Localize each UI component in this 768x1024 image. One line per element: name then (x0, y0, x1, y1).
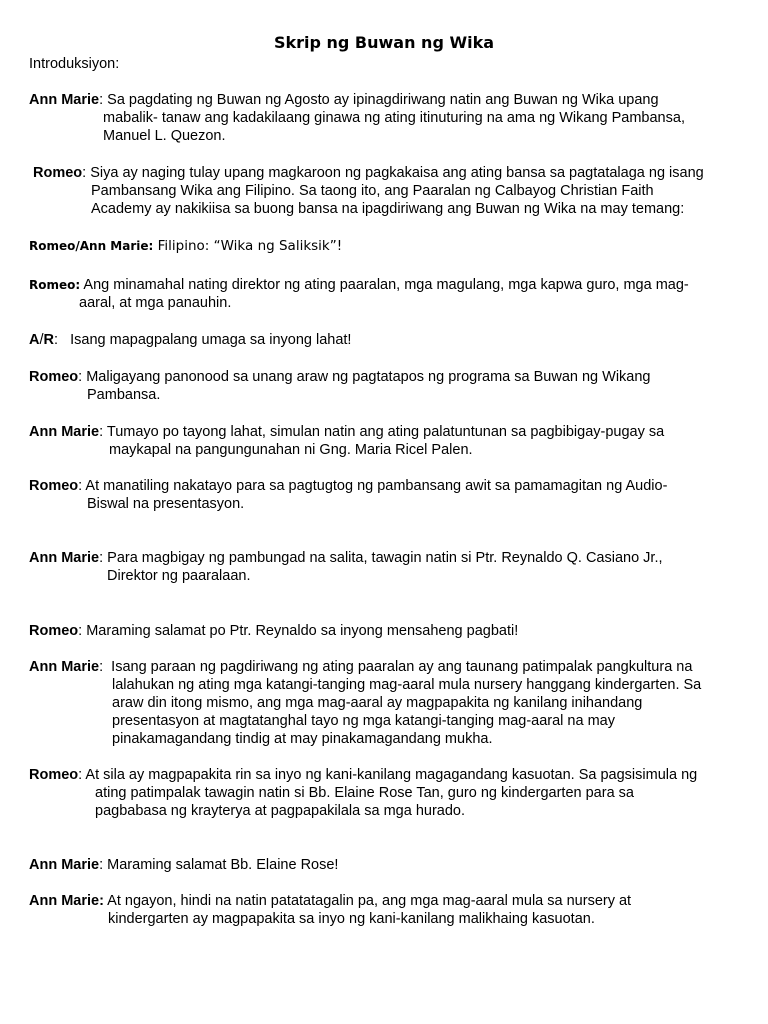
script-entry (33, 164, 743, 218)
speaker-separator: : (99, 92, 104, 108)
dialogue-line: Maraming salamat Bb. Elaine Rose! (103, 857, 339, 873)
dialogue-line: Isang mapagpalang umaga sa inyong lahat! (58, 332, 352, 348)
speaker-separator: : (75, 278, 81, 292)
speaker-name: Ann Marie (29, 857, 100, 873)
document-title: Skrip ng Buwan ng Wika (273, 33, 495, 52)
script-entry (29, 91, 739, 145)
dialogue-line: Para magbigay ng pambungad na salita, tawagin natin si Ptr. Reynaldo Q. Casiano Jr., (103, 550, 663, 566)
speaker-name: Ann Marie (29, 659, 100, 675)
dialogue-line: Biswal na presentasyon. (87, 496, 245, 512)
dialogue-line: Siya ay naging tulay upang magkaroon ng pagkakaisa ang ating bansa sa pagtatalaga ng isang (86, 165, 704, 181)
speaker-slash: / (39, 332, 44, 348)
speaker-name: Romeo (33, 165, 83, 181)
script-entry (29, 477, 739, 513)
script-entry (29, 892, 739, 928)
dialogue-line: ating patimpalak tawagin natin si Bb. Elaine Rose Tan, guro ng kindergarten para sa (95, 785, 634, 801)
dialogue-line: Academy ay nakikiisa sa buong bansa na ipagdiriwang ang Buwan ng Wika na may temang: (91, 201, 685, 217)
dialogue-line: Maraming salamat po Ptr. Reynaldo sa inyong mensaheng pagbati! (82, 623, 519, 639)
script-entry (29, 856, 739, 874)
dialogue-line: Manuel L. Quezon. (103, 128, 226, 144)
speaker-name: R (43, 332, 54, 348)
dialogue-line: mabalik- tanaw ang kadakilaang ginawa ng ating itinuturing na ama ng Wikang Pambansa, (103, 110, 685, 126)
dialogue-line: Maligayang panonood sa unang araw ng pagtatapos ng programa sa Buwan ng Wikang (82, 369, 651, 385)
script-entry (29, 331, 739, 349)
script-entry (29, 423, 739, 459)
speaker-separator: : (78, 478, 83, 494)
speaker-name: Ann Marie (29, 424, 100, 440)
speaker-name: Romeo/Ann Marie (29, 239, 149, 253)
speaker-separator: : (99, 857, 104, 873)
speaker-name: Romeo (29, 478, 79, 494)
dialogue-line: At ngayon, hindi na natin patatatagalin pa, ang mga mag-aaral mula sa nursery at (103, 893, 632, 909)
speaker-name: Ann Marie (29, 92, 100, 108)
speaker-name: Romeo (29, 623, 79, 639)
dialogue-line: Sa pagdating ng Buwan ng Agosto ay ipinagdiriwang natin ang Buwan ng Wika upang (103, 92, 659, 108)
dialogue-line: Isang paraan ng pagdiriwang ng ating paaralan ay ang taunang patimpalak pangkultura na (103, 659, 693, 675)
speaker-separator: : (82, 165, 87, 181)
speaker-name: A (29, 332, 40, 348)
script-entry (29, 276, 739, 312)
dialogue-line: pinakamagandang tindig at may pinakamagandang mukha. (112, 731, 493, 747)
speaker-separator: : (99, 659, 104, 675)
speaker-separator: : (54, 332, 59, 348)
script-entry (29, 622, 739, 640)
dialogue-line: araw din itong mismo, ang mga mag-aaral ay magpapakita ng kanilang inihandang (112, 695, 643, 711)
script-entry (29, 766, 739, 820)
dialogue-line: At manatiling nakatayo para sa pagtugtog ng pambansang awit sa pamamagitan ng Audio- (82, 478, 668, 494)
script-entry (29, 549, 739, 585)
speaker-separator: : (148, 239, 154, 253)
dialogue-line: presentasyon at magtatanghal tayo ng mga katangi-tanging mag-aaral na may (112, 713, 615, 729)
dialogue-line: Pambansang Wika ang Filipino. Sa taong ito, ang Paaralan ng Calbayog Christian Faith (91, 183, 654, 199)
speaker-name: Romeo (29, 767, 79, 783)
speaker-separator: : (99, 424, 104, 440)
speaker-separator: : (78, 623, 83, 639)
script-entry (29, 237, 739, 255)
dialogue-line: aaral, at mga panauhin. (79, 295, 232, 311)
speaker-name: Ann Marie: (29, 893, 104, 909)
dialogue-line: Ang minamahal nating direktor ng ating paaralan, mga magulang, mga kapwa guro, mga mag- (80, 277, 689, 293)
dialogue-line: lalahukan ng ating mga katangi-tanging mag-aaral mula nursery hanggang kindergarten. Sa (112, 677, 702, 693)
dialogue-line: kindergarten ay magpapakita sa inyo ng kani-kanilang malikhaing kasuotan. (108, 911, 595, 927)
speaker-name: Ann Marie (29, 550, 100, 566)
script-entry (29, 658, 739, 748)
dialogue-line: maykapal na pangungunahan ni Gng. Maria Ricel Palen. (109, 442, 473, 458)
dialogue-line: Tumayo po tayong lahat, simulan natin ang ating palatuntunan sa pagbibigay-pugay sa (103, 424, 665, 440)
intro-heading: Introduksiyon: (29, 56, 120, 72)
theme-line: Filipino: “Wika ng Saliksik”! (153, 238, 343, 254)
speaker-separator: : (99, 550, 104, 566)
script-entry (29, 368, 739, 404)
speaker-separator: : (78, 767, 83, 783)
dialogue-line: pagbabasa ng krayterya at pagpapakilala sa mga hurado. (95, 803, 466, 819)
speaker-name: Romeo (29, 369, 79, 385)
dialogue-line: At sila ay magpapakita rin sa inyo ng kani-kanilang magagandang kasuotan. Sa pagsisimula ng (82, 767, 698, 783)
dialogue-line: Pambansa. (87, 387, 161, 403)
speaker-separator: : (78, 369, 83, 385)
speaker-name: Romeo (29, 278, 76, 292)
dialogue-line: Direktor ng paaralaan. (107, 568, 251, 584)
